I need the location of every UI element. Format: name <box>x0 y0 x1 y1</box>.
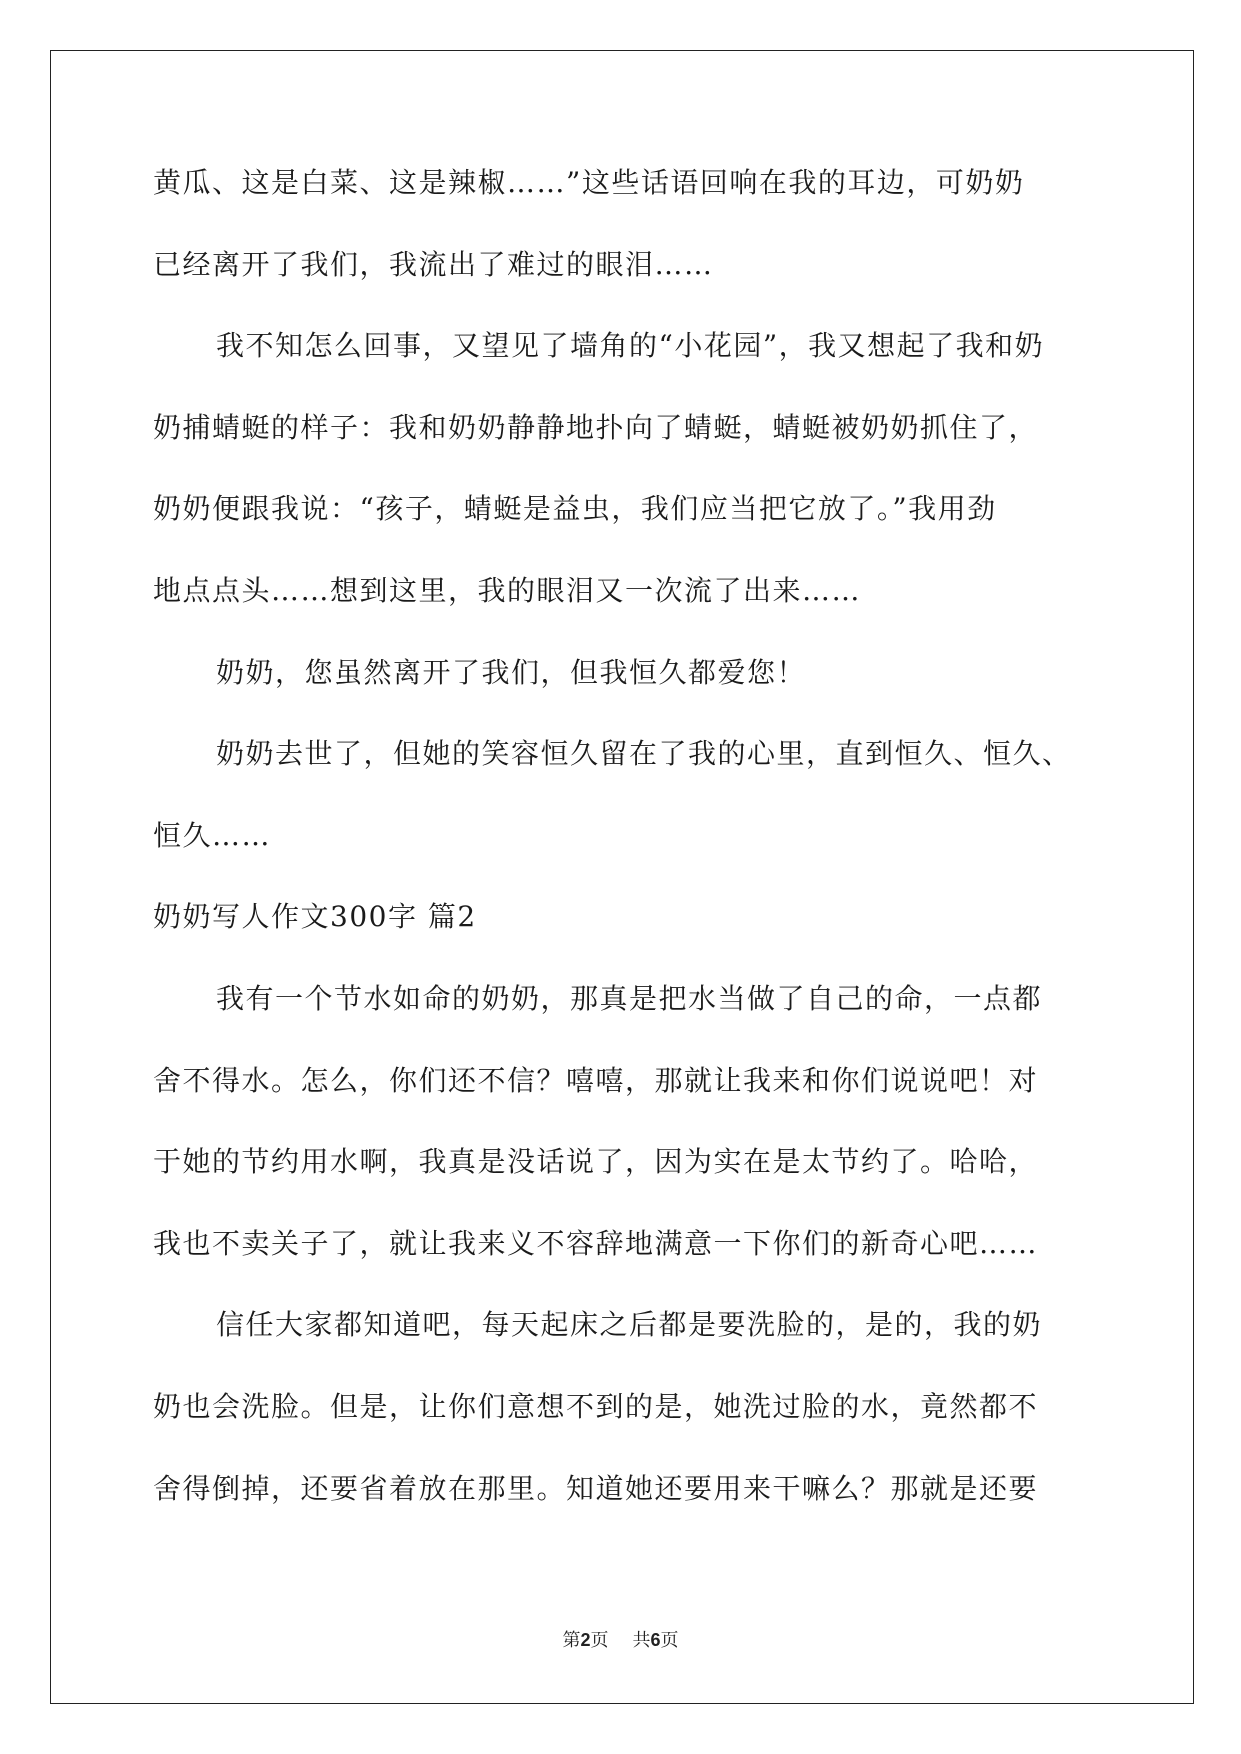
page-total: 6 <box>650 1630 661 1650</box>
page-prefix: 第 <box>562 1630 581 1651</box>
paragraph-start: 信任大家都知道吧，每天起床之后都是要洗脸的，是的，我的奶 <box>216 1308 1043 1342</box>
text-line: 于她的节约用水啊，我真是没话说了，因为实在是太节约了。哈哈， <box>153 1145 1039 1179</box>
text-line: 舍得倒掉，还要省着放在那里。知道她还要用来干嘛么？那就是还要 <box>153 1471 1039 1505</box>
text-line: 黄瓜、这是白菜、这是辣椒……”这些话语回响在我的耳边，可奶奶 <box>153 166 1025 199</box>
section-heading: 奶奶写人作文300字 篇2 <box>153 900 477 934</box>
text-line: 我也不卖关子了，就让我来义不容辞地满意一下你们的新奇心吧…… <box>153 1226 1039 1260</box>
total-prefix: 共 <box>632 1630 651 1651</box>
text-line: 奶捕蜻蜓的样子：我和奶奶静静地扑向了蜻蜓，蜻蜓被奶奶抓住了， <box>153 410 1039 444</box>
document-body <box>153 163 1093 1550</box>
text-line: 舍不得水。怎么，你们还不信？嘻嘻，那就让我来和你们说说吧！对 <box>153 1063 1039 1097</box>
paragraph-start: 奶奶去世了，但她的笑容恒久留在了我的心里，直到恒久、恒久、 <box>216 737 1072 771</box>
page-suffix: 页 <box>590 1630 609 1651</box>
text-line: 地点点头……想到这里，我的眼泪又一次流了出来…… <box>153 573 862 607</box>
text-line: 恒久…… <box>153 818 272 852</box>
paragraph-start: 奶奶，您虽然离开了我们，但我恒久都爱您！ <box>216 655 807 689</box>
paragraph-start: 我有一个节水如命的奶奶，那真是把水当做了自己的命，一点都 <box>216 981 1043 1015</box>
page-current: 2 <box>580 1630 591 1650</box>
text-line: 奶奶便跟我说：“孩子，蜻蜓是益虫，我们应当把它放了。”我用劲 <box>153 492 997 526</box>
text-line: 已经离开了我们，我流出了难过的眼泪…… <box>153 247 714 281</box>
page-footer <box>0 1628 1241 1653</box>
text-line: 奶也会洗脸。但是，让你们意想不到的是，她洗过脸的水，竟然都不 <box>153 1389 1039 1423</box>
paragraph-start: 我不知怎么回事，又望见了墙角的“小花园”，我又想起了我和奶 <box>216 329 1045 363</box>
total-suffix: 页 <box>660 1630 679 1651</box>
